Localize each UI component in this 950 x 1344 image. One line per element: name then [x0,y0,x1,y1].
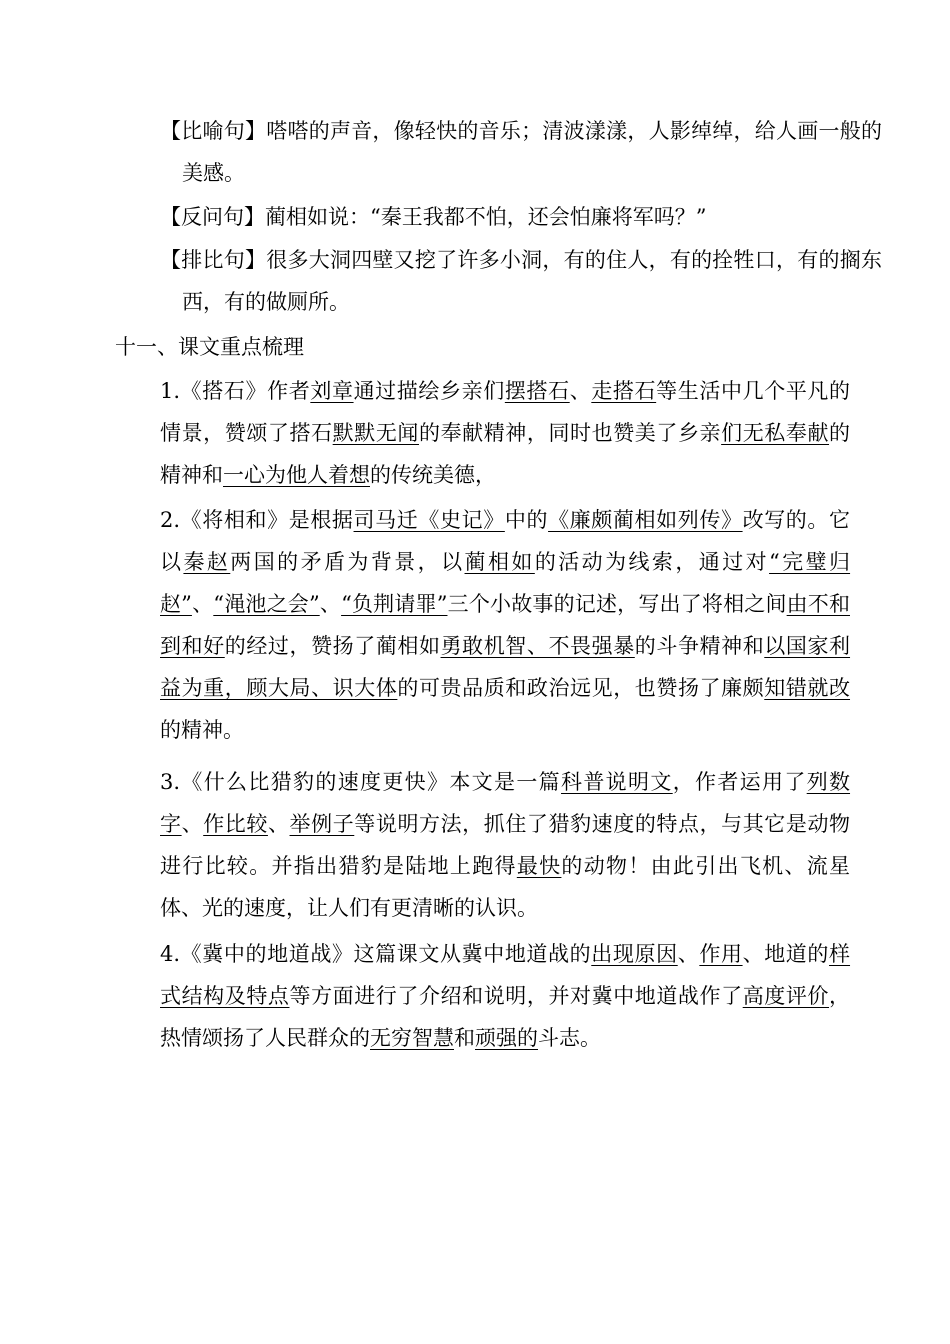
text-run: 的精神。 [160,718,244,742]
text-run: 1.《搭石》作者 [160,379,311,403]
key-term: 默默无闻 [332,421,419,445]
text-run: 4.《冀中的地道战》这篇课文从冀中地道战的 [160,942,592,966]
text-run: 2.《将相和》是根据 [160,508,354,532]
key-term: 勇敢机智、不畏强暴 [440,634,635,658]
key-term: 由不和到和好 [160,592,850,658]
key-term: 出现原因 [591,942,678,966]
parallelism-sentence [160,239,882,323]
key-term: 无穷智慧 [370,1026,454,1050]
rhetorical-question-tag: 【反问句】 [160,205,265,229]
text-run: 改写的。它以 [160,508,851,574]
parallelism-tag: 【排比句】 [160,248,267,272]
key-term: 最快 [516,854,562,878]
key-term: 秦赵 [183,550,231,574]
key-term: 一心为他人着想 [223,463,370,487]
metaphor-sentence [160,110,882,194]
key-term: 样式结构及特点 [160,942,851,1008]
text-run: 两国的矛盾为背景，以 [230,550,465,574]
text-run: 、 [267,812,290,836]
text-run: ，作者运用了 [672,770,807,794]
key-term: 举例子 [289,812,355,836]
text-run: 的活动为线索，通过对 [534,550,770,574]
text-run: 中的 [504,508,549,532]
text-run: 的精神和 [160,421,851,487]
text-run: 、 [181,812,204,836]
text-run: 、 [677,942,700,966]
item-dashi [160,370,850,496]
key-term: 蔺相如 [464,550,535,574]
text-run: 等说明方法，抓住了猎豹速度的特点，与其它是动物进行比较。并指出猎豹是陆地上跑得 [160,812,851,878]
item-liebao [160,761,850,929]
parallelism-text: 很多大洞四壁又挖了许多小洞，有的住人，有的拴牲口，有的搁东西，有的做厕所。 [182,248,883,314]
key-term: “渑池之会” [213,592,320,616]
text-run: 的奉献精神，同时也赞美了乡亲 [418,421,722,445]
text-run: 通过描绘乡亲们 [353,379,505,403]
rhetorical-question-sentence [160,196,882,238]
text-run: 、地道的 [742,942,830,966]
text-run: 和 [454,1026,475,1050]
text-run: 的传统美德， [370,463,496,487]
section-title: 十一、课文重点梳理 [115,335,304,359]
key-term: 列数字 [160,770,851,836]
text-run: 的经过，赞扬了蔺相如 [224,634,441,658]
key-term: 摆搭石 [504,379,570,403]
key-term: 科普说明文 [561,770,673,794]
key-term: 走搭石 [591,379,657,403]
text-run: 的动物！由此引出飞机、流星体、光的速度，让人们有更清晰的认识。 [160,854,851,920]
key-term: 顽强的 [475,1026,538,1050]
key-term: “负荆请罪” [341,592,448,616]
text-run: 等方面进行了介绍和说明，并对冀中地道战作了 [289,984,743,1008]
key-term: 们无私奉献 [721,421,830,445]
text-run: 3.《什么比猎豹的速度更快》本文是一篇 [160,770,562,794]
key-term: 知错就改 [764,676,851,700]
key-term: 刘章 [310,379,354,403]
text-run: 、 [191,592,214,616]
key-term: 作用 [699,942,743,966]
text-run: 、 [319,592,342,616]
text-run: 斗志。 [538,1026,601,1050]
key-term: 作比较 [203,812,268,836]
text-run: ，热情颂扬了人民群众的 [160,984,851,1050]
text-run: 的可贵品质和政治远见，也赞扬了廉颇 [397,676,765,700]
key-term: 高度评价 [742,984,830,1008]
text-run: 三个小故事的记述，写出了将相之间 [447,592,787,616]
text-run: 的斗争精神和 [634,634,765,658]
metaphor-text: 嗒嗒的声音，像轻快的音乐；清波漾漾，人影绰绰，给人画一般的美感。 [182,119,883,185]
text-run: 等生活中几个平凡的情景，赞颂了搭石 [160,379,851,445]
key-term: 《廉颇蔺相如列传》 [548,508,743,532]
key-term: “完璧归赵” [160,550,851,616]
item-didaozhan [160,933,850,1059]
metaphor-tag: 【比喻句】 [160,119,267,143]
key-term: 以国家利益为重，顾大局、识大体 [160,634,851,700]
text-run: 、 [569,379,592,403]
rhetorical-question-text: 蔺相如说：“秦王我都不怕，还会怕廉将军吗？” [265,205,707,229]
key-term: 司马迁《史记》 [353,508,505,532]
item-jiangxianghe [160,499,850,751]
